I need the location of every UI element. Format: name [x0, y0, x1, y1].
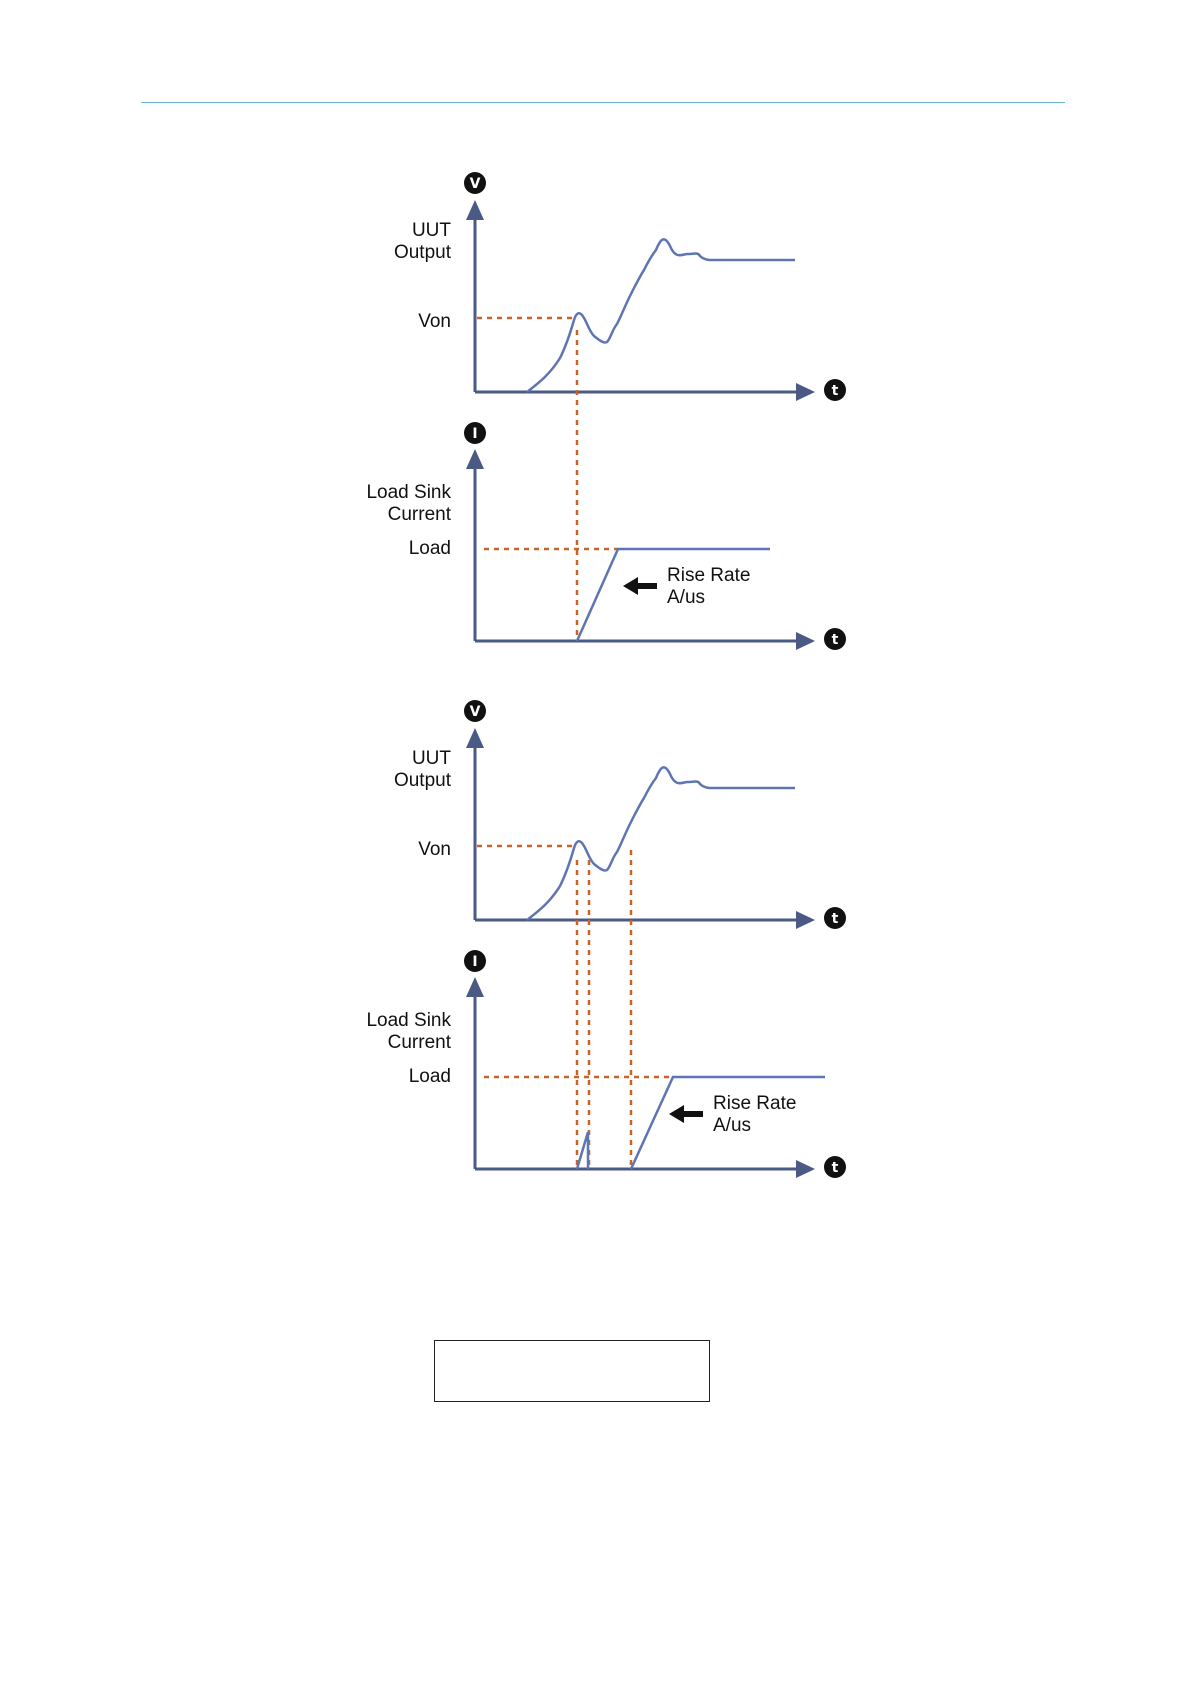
top-load-sink-label-1: Load Sink [366, 482, 451, 503]
bottom-time-badge-2-letter: t [831, 1160, 839, 1176]
bottom-uut-label-2: Output [393, 770, 451, 791]
top-uut-label-2: Output [393, 242, 451, 263]
top-voltage-badge-letter: V [469, 176, 481, 192]
bottom-current-y-arrow [466, 977, 484, 997]
top-rise-rate-arrow-icon [623, 577, 657, 595]
bottom-current-x-arrow [796, 1160, 815, 1178]
top-von-label: Von [418, 311, 451, 332]
top-uut-label-1: UUT [411, 220, 451, 241]
top-current-panel [366, 330, 846, 650]
top-load-label: Load [408, 538, 451, 559]
bottom-voltage-badge-letter: V [469, 704, 481, 720]
top-current-badge-letter: I [472, 426, 478, 442]
top-voltage-y-arrow [466, 200, 484, 220]
top-uut-output-trace [527, 239, 795, 392]
bottom-load-current-spike [577, 1132, 588, 1169]
bottom-time-badge-1-letter: t [831, 911, 839, 927]
top-rise-rate-label-1: Rise Rate [667, 565, 751, 586]
top-rise-rate-label-2: A/us [667, 587, 706, 608]
bottom-voltage-panel [394, 700, 846, 929]
bottom-rise-rate-label-1: Rise Rate [713, 1093, 797, 1114]
empty-caption-box [434, 1340, 710, 1402]
top-voltage-panel [394, 172, 846, 401]
bottom-load-label: Load [408, 1066, 451, 1087]
top-time-badge-1-letter: t [831, 383, 839, 399]
bottom-current-panel [366, 850, 846, 1178]
bottom-voltage-y-arrow [466, 728, 484, 748]
top-voltage-x-arrow [796, 383, 815, 401]
top-current-x-arrow [796, 632, 815, 650]
bottom-load-sink-label-2: Current [387, 1032, 451, 1053]
bottom-rise-rate-arrow-icon [669, 1105, 703, 1123]
top-time-badge-2-letter: t [831, 632, 839, 648]
top-load-sink-label-2: Current [387, 504, 451, 525]
bottom-uut-label-1: UUT [411, 748, 451, 769]
bottom-uut-output-trace [527, 767, 795, 920]
bottom-voltage-x-arrow [796, 911, 815, 929]
bottom-load-sink-label-1: Load Sink [366, 1010, 451, 1031]
bottom-current-badge-letter: I [472, 954, 478, 970]
top-current-y-arrow [466, 449, 484, 469]
bottom-von-label: Von [418, 839, 451, 860]
bottom-rise-rate-label-2: A/us [713, 1115, 752, 1136]
